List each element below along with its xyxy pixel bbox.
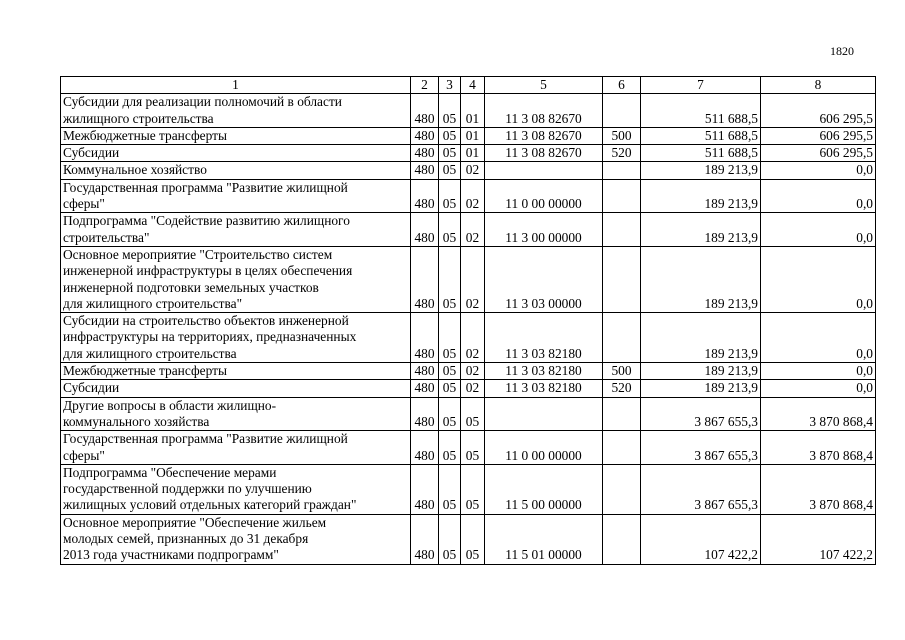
chapter-code: 480 [411, 464, 439, 514]
row-name-line: строительства" [63, 229, 150, 245]
amount-col-8: 0,0 [761, 313, 876, 363]
amount-col-7: 511 688,5 [641, 145, 761, 162]
table-body [61, 94, 876, 564]
column-header-3: 3 [439, 77, 461, 94]
amount-col-8: 0,0 [761, 246, 876, 312]
subsection-code: 02 [461, 162, 485, 179]
target-article-code: 11 3 03 82180 [485, 363, 603, 380]
page-number: 1820 [830, 44, 854, 58]
subsection-code: 05 [461, 514, 485, 564]
expense-type-code: 500 [603, 363, 641, 380]
amount-col-7: 511 688,5 [641, 127, 761, 144]
table-row [61, 380, 876, 397]
amount-col-8: 606 295,5 [761, 145, 876, 162]
row-name-line: Основное мероприятие "Обеспечение жильем [63, 514, 327, 530]
section-code: 05 [439, 162, 461, 179]
target-article-code: 11 3 00 00000 [485, 213, 603, 247]
target-article-code: 11 5 01 00000 [485, 514, 603, 564]
target-article-code: 11 0 00 00000 [485, 179, 603, 213]
subsection-code: 02 [461, 313, 485, 363]
section-code: 05 [439, 514, 461, 564]
section-code: 05 [439, 94, 461, 128]
row-name-line: Подпрограмма "Обеспечение мерами [63, 464, 277, 480]
amount-col-8: 3 870 868,4 [761, 397, 876, 431]
row-name-line: жилищных условий отдельных категорий граждан" [63, 497, 357, 513]
chapter-code: 480 [411, 514, 439, 564]
row-name-line: Субсидии для реализации полномочий в области [63, 94, 342, 110]
column-header-8: 8 [761, 77, 876, 94]
chapter-code: 480 [411, 397, 439, 431]
row-name [61, 179, 411, 213]
row-name-line: Коммунальное хозяйство [63, 162, 207, 178]
column-header-6: 6 [603, 77, 641, 94]
amount-col-8: 0,0 [761, 213, 876, 247]
row-name [61, 145, 411, 162]
section-code: 05 [439, 313, 461, 363]
amount-col-8: 0,0 [761, 179, 876, 213]
column-header-7: 7 [641, 77, 761, 94]
expense-type-code [603, 179, 641, 213]
chapter-code: 480 [411, 213, 439, 247]
amount-col-8: 0,0 [761, 380, 876, 397]
row-name-line: Подпрограмма "Содействие развитию жилищного [63, 213, 350, 229]
amount-col-8: 606 295,5 [761, 127, 876, 144]
column-header-4: 4 [461, 77, 485, 94]
column-header-5: 5 [485, 77, 603, 94]
row-name-line: жилищного строительства [63, 110, 214, 126]
row-name-line: Государственная программа "Развитие жилищной [63, 431, 348, 447]
expense-type-code [603, 397, 641, 431]
amount-col-8: 606 295,5 [761, 94, 876, 128]
target-article-code: 11 3 03 82180 [485, 313, 603, 363]
chapter-code: 480 [411, 179, 439, 213]
section-code: 05 [439, 380, 461, 397]
section-code: 05 [439, 127, 461, 144]
section-code: 05 [439, 397, 461, 431]
row-name [61, 380, 411, 397]
chapter-code: 480 [411, 246, 439, 312]
amount-col-7: 189 213,9 [641, 313, 761, 363]
row-name [61, 162, 411, 179]
row-name [61, 397, 411, 431]
amount-col-8: 3 870 868,4 [761, 431, 876, 465]
subsection-code: 02 [461, 213, 485, 247]
chapter-code: 480 [411, 127, 439, 144]
expense-type-code: 520 [603, 145, 641, 162]
subsection-code: 05 [461, 431, 485, 465]
expense-type-code [603, 213, 641, 247]
row-name [61, 431, 411, 465]
target-article-code: 11 5 00 00000 [485, 464, 603, 514]
budget-table [60, 76, 876, 565]
amount-col-8: 3 870 868,4 [761, 464, 876, 514]
row-name-line: сферы" [63, 196, 105, 212]
table-row [61, 127, 876, 144]
expense-type-code [603, 94, 641, 128]
header-row [61, 77, 876, 94]
row-name-line: инженерной инфраструктуры в целях обеспечения [63, 263, 353, 279]
row-name [61, 127, 411, 144]
row-name-line: молодых семей, признанных до 31 декабря [63, 531, 309, 547]
row-name-line: Субсидии [63, 145, 120, 161]
amount-col-8: 107 422,2 [761, 514, 876, 564]
expense-type-code: 520 [603, 380, 641, 397]
row-name-line: коммунального хозяйства [63, 413, 210, 429]
chapter-code: 480 [411, 313, 439, 363]
section-code: 05 [439, 179, 461, 213]
target-article-code: 11 0 00 00000 [485, 431, 603, 465]
subsection-code: 02 [461, 380, 485, 397]
column-header-2: 2 [411, 77, 439, 94]
chapter-code: 480 [411, 145, 439, 162]
section-code: 05 [439, 431, 461, 465]
section-code: 05 [439, 246, 461, 312]
target-article-code: 11 3 03 82180 [485, 380, 603, 397]
row-name-line: сферы" [63, 447, 105, 463]
table-row [61, 464, 876, 514]
column-header-1: 1 [61, 77, 411, 94]
target-article-code: 11 3 08 82670 [485, 127, 603, 144]
amount-col-7: 3 867 655,3 [641, 431, 761, 465]
row-name [61, 514, 411, 564]
table-row [61, 397, 876, 431]
table-row [61, 179, 876, 213]
expense-type-code [603, 431, 641, 465]
table-row [61, 431, 876, 465]
row-name [61, 213, 411, 247]
chapter-code: 480 [411, 431, 439, 465]
chapter-code: 480 [411, 94, 439, 128]
amount-col-7: 511 688,5 [641, 94, 761, 128]
table-row [61, 162, 876, 179]
section-code: 05 [439, 363, 461, 380]
subsection-code: 02 [461, 179, 485, 213]
row-name-line: государственной поддержки по улучшению [63, 481, 312, 497]
row-name-line: Другие вопросы в области жилищно- [63, 397, 277, 413]
expense-type-code [603, 246, 641, 312]
subsection-code: 02 [461, 363, 485, 380]
row-name-line: 2013 года участниками подпрограмм" [63, 547, 279, 563]
row-name [61, 94, 411, 128]
row-name [61, 246, 411, 312]
target-article-code [485, 397, 603, 431]
amount-col-7: 189 213,9 [641, 363, 761, 380]
row-name-line: Субсидии [63, 380, 120, 396]
expense-type-code [603, 313, 641, 363]
subsection-code: 05 [461, 464, 485, 514]
table-row [61, 213, 876, 247]
section-code: 05 [439, 213, 461, 247]
row-name-line: Государственная программа "Развитие жилищной [63, 179, 348, 195]
subsection-code: 01 [461, 94, 485, 128]
target-article-code: 11 3 08 82670 [485, 145, 603, 162]
amount-col-7: 189 213,9 [641, 162, 761, 179]
row-name-line: инфраструктуры на территориях, предназначенных [63, 329, 357, 345]
table-row [61, 94, 876, 128]
row-name-line: инженерной подготовки земельных участков [63, 279, 319, 295]
subsection-code: 02 [461, 246, 485, 312]
table-row [61, 514, 876, 564]
amount-col-7: 107 422,2 [641, 514, 761, 564]
row-name-line: Межбюджетные трансферты [63, 127, 227, 143]
chapter-code: 480 [411, 363, 439, 380]
row-name [61, 363, 411, 380]
row-name-line: Межбюджетные трансферты [63, 363, 227, 379]
chapter-code: 480 [411, 380, 439, 397]
expense-type-code [603, 162, 641, 179]
target-article-code: 11 3 08 82670 [485, 94, 603, 128]
table-row [61, 363, 876, 380]
chapter-code: 480 [411, 162, 439, 179]
amount-col-7: 3 867 655,3 [641, 464, 761, 514]
section-code: 05 [439, 464, 461, 514]
section-code: 05 [439, 145, 461, 162]
subsection-code: 05 [461, 397, 485, 431]
table-row [61, 313, 876, 363]
table-row [61, 246, 876, 312]
row-name [61, 313, 411, 363]
expense-type-code [603, 514, 641, 564]
expense-type-code [603, 464, 641, 514]
amount-col-8: 0,0 [761, 363, 876, 380]
row-name [61, 464, 411, 514]
subsection-code: 01 [461, 127, 485, 144]
row-name-line: Субсидии на строительство объектов инженерной [63, 313, 349, 329]
amount-col-7: 3 867 655,3 [641, 397, 761, 431]
amount-col-7: 189 213,9 [641, 213, 761, 247]
amount-col-8: 0,0 [761, 162, 876, 179]
row-name-line: для жилищного строительства [63, 345, 237, 361]
expense-type-code: 500 [603, 127, 641, 144]
amount-col-7: 189 213,9 [641, 246, 761, 312]
row-name-line: для жилищного строительства" [63, 295, 243, 311]
amount-col-7: 189 213,9 [641, 179, 761, 213]
target-article-code: 11 3 03 00000 [485, 246, 603, 312]
row-name-line: Основное мероприятие "Строительство систем [63, 246, 333, 262]
target-article-code [485, 162, 603, 179]
amount-col-7: 189 213,9 [641, 380, 761, 397]
subsection-code: 01 [461, 145, 485, 162]
table-row [61, 145, 876, 162]
